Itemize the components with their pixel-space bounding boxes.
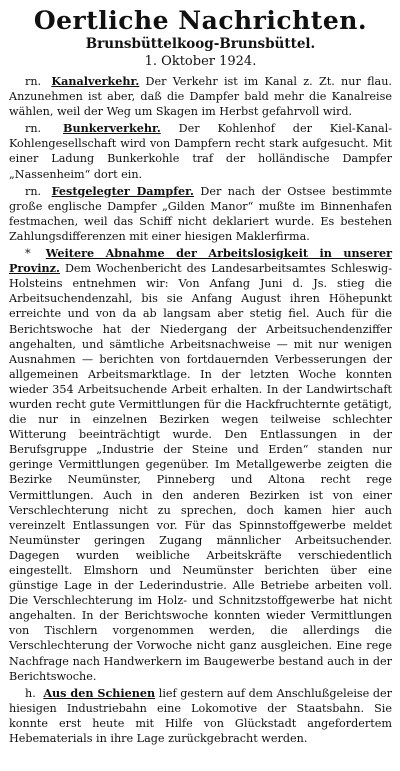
- article-author: rn.: [25, 184, 42, 198]
- article-keyword: Festgelegter Dampfer.: [51, 183, 194, 198]
- article-keyword: Kanalverkehr.: [51, 74, 140, 88]
- article-festgelegter-dampfer: [9, 184, 392, 244]
- article-arbeitslosigkeit: [9, 246, 392, 684]
- dateline: 1. Oktober 1924.: [144, 54, 257, 69]
- article-author: rn.: [25, 122, 42, 136]
- article-author: rn.: [25, 75, 42, 88]
- article-aus-den-schienen: [9, 686, 392, 746]
- article-text: Der Verkehr ist im Kanal z. Zt. nur flau. Anzunehmen ist aber, daß die Dampfer bald mehr die Kanalreise wählen, weil der Weg um Skagen im Herbst gefahrvoll wird.: [9, 75, 392, 119]
- article-text: Dem Wochenbericht des Landesarbeitsamtes Schleswig-Holsteins entnehmen wir: Von Anfang Juni d. Js. stieg die Arbeitsuchendenzahl, bis sie Anfang August ihren Höhepunkt erreichte und von da ab langsam aber stetig fiel. Auch für die Berichtswoche hat der Niedergang der Arbeitsuchendenziffer angehalten, und sämtliche Arbeitsnachweise — mit nur wenigen Ausnahmen — berichten von fortdauernden Verbesserungen der allgemeinen Arbeitsmarktlage. In der letzten Woche konnten wieder 354 Arbeitsuchende Arbeit erhalten. In der Landwirtschaft wurden recht gute Vermittlungen für die Hackfruchternte getätigt, die nur in einzelnen Bezirken wegen teilweise schlechter Witterung beeinträchtigt wurde. Den Entlassungen in der Berufsgruppe „Industrie der Steine und Erden“ standen nur geringe Vermittlungen gegenüber. Im Metallgewerbe zeigten die Bezirke Neumünster, Pinneberg und Altona recht rege Vermittlungen. Auch in den anderen Bezirken ist von einer Verschlechterung nicht zu sprechen, doch kamen hier auch vereinzelt Entlassungen vor. Für das Spinnstoffgewerbe meldet Neumünster geringen Zugang männlicher Arbeitsuchender. Dagegen wurden weibliche Arbeitskräfte verschiedentlich eingestellt. Elmshorn und Neumünster berichten über eine günstige Lage in der Lederindustrie. Alle Betriebe arbeiten voll. Die Verschlechterung im Holz- und Schnitzstoffgewerbe hat nicht angehalten. In der Berichtswoche konnten wieder Vermittlungen von Tischlern vorgenommen werden, die allerdings die Verschlechterung der Vorwoche nicht ganz ausgleichen. Eine rege Nachfrage nach Handwerkern im Baugewerbe bestand auch in der Berichtswoche.: [9, 262, 392, 683]
- article-text: Der nach der Ostsee bestimmte große englische Dampfer „Gilden Manor“ mußte im Binnenhafen festmachen, weil das Schiff nicht deklariert wurde. Es bestehen Zahlungsdifferenzen mit einer hiesigen Maklerfirma.: [9, 184, 392, 243]
- article-text: lief gestern auf dem Anschlußgeleise der hiesigen Industriebahn eine Lokomotive der Staatsbahn. Sie konnte erst heute mit Hilfe von Glückstadt angefordertem Hebematerials in ihre Lage zurückgebracht werden.: [9, 686, 392, 746]
- article-keyword: Aus den Schienen: [43, 685, 156, 700]
- article-bunkerverkehr: [9, 121, 392, 181]
- article-kanalverkehr: [9, 74, 392, 119]
- article-text: Der Kohlenhof der Kiel-Kanal-Kohlengesellschaft wird von Dampfern recht stark aufgesucht. Mit einer Ladung Bunkerkohle traf der holländische Dampfer „Nassenheim“ dort ein.: [9, 122, 392, 181]
- article-keyword: Weitere Abnahme der Arbeitslosigkeit in unserer Provinz.: [9, 246, 392, 276]
- article-author: h.: [25, 686, 36, 700]
- place-subtitle: Brunsbüttelkoog-Brunsbüttel.: [85, 36, 316, 52]
- article-author: *: [25, 247, 31, 261]
- section-title: Oertliche Nachrichten.: [33, 6, 368, 35]
- article-keyword: Bunkerverkehr.: [62, 121, 161, 136]
